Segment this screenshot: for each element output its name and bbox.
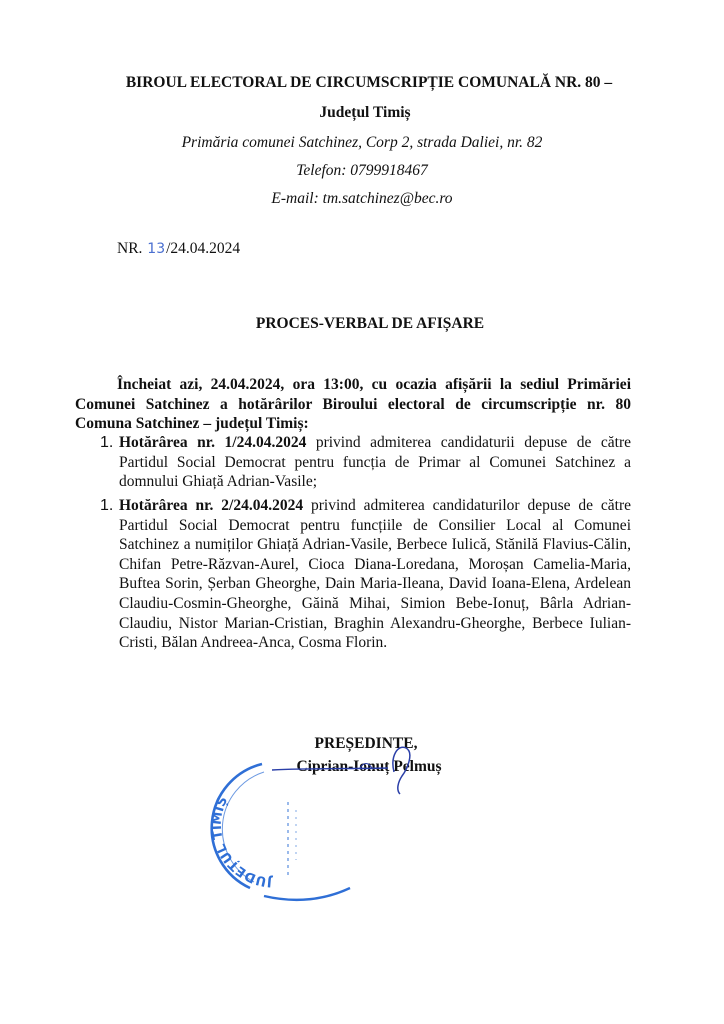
decision-item-2: [100, 496, 631, 653]
registration-number: [117, 240, 240, 258]
decision-reference: Hotărârea nr. 1/24.04.2024: [119, 434, 307, 451]
header-address: Primăria comunei Satchinez, Corp 2, strada Daliei, nr. 82: [181, 134, 543, 151]
decision-reference: Hotărârea nr. 2/24.04.2024: [119, 497, 304, 514]
list-item-body: [119, 496, 631, 653]
decision-text: privind admiterea candidaturii depuse de către Partidul Social Democrat pentru funcția de Primar al Comunei Satchinez a domnului Ghiață Adrian-Vasile;: [119, 434, 631, 491]
header-phone: Telefon: 0799918467: [296, 162, 428, 179]
list-item-body: [119, 433, 631, 492]
intro-paragraph: Încheiat azi, 24.04.2024, ora 13:00, cu ocazia afișării la sediul Primăriei Comunei Satchinez a hotărârilor Biroului electoral de circumscripție nr. 80 Comuna Satchinez – județul Timiș:: [75, 376, 631, 432]
header-institution: BIROUL ELECTORAL DE CIRCUMSCRIPȚIE COMUNALĂ NR. 80 –: [125, 74, 613, 91]
document-title: PROCES-VERBAL DE AFIȘARE: [255, 315, 485, 332]
header-email: E-mail: tm.satchinez@bec.ro: [271, 190, 453, 207]
header-county: Județul Timiș: [319, 104, 411, 121]
registration-handwritten-number: 13: [147, 241, 166, 257]
list-number: 1.: [100, 434, 114, 451]
registration-prefix: NR.: [117, 240, 143, 257]
decision-text: privind admiterea candidaturilor depuse de către Partidul Social Democrat pentru funcțiile de Consilier Local al Comunei Satchinez a numiților Ghiață Adrian-Vasile, Berbece Iulică, Stănilă Flavius-Călin, Chifan Petre-Răzvan-Aurel, Cioca Diana-Loredana, Moroșan Camelia-Maria, Buftea Sorin, Șerban Gheorghe, Dain Maria-Ileana, David Ioana-Elena, Ardelean Claudiu-Cosmin-Gheorghe, Găină Mihai, Simion Bebe-Ionuț, Bârla Adrian-Claudiu, Nistor Marian-Cristian, Braghin Alexandru-Gheorghe, Berbece Iulian-Cristi, Bălan Andreea-Anca, Cosma Florin.: [119, 497, 631, 652]
official-stamp: [210, 760, 360, 910]
list-number: 1.: [100, 497, 114, 514]
registration-date: /24.04.2024: [166, 240, 241, 257]
signatory-name: Ciprian-Ionuț Pelmuș: [296, 758, 442, 775]
stamp-text: JUDEȚUL TIMIȘ: [210, 794, 273, 890]
signatory-role: PREȘEDINTE,: [314, 735, 418, 752]
decision-item-1: [100, 433, 631, 492]
